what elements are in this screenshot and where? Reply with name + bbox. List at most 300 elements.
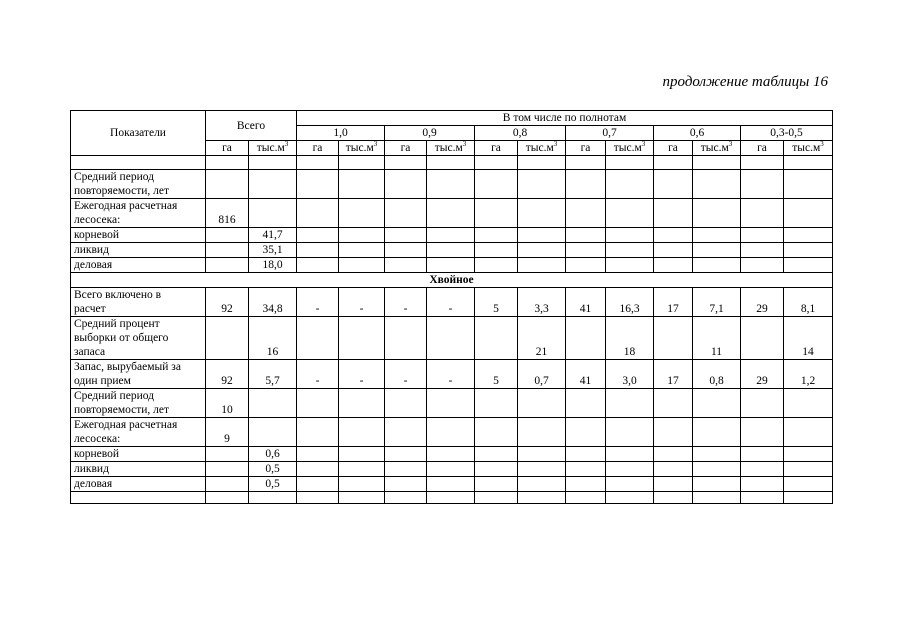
- table-cell: 0,7: [518, 360, 566, 389]
- table-cell: [475, 258, 518, 273]
- table-cell: 11: [693, 317, 741, 360]
- empty-cell: [71, 492, 206, 504]
- table-cell: [606, 447, 654, 462]
- table-cell: [297, 418, 339, 447]
- table-cell: [339, 243, 385, 258]
- table-cell: 35,1: [249, 243, 297, 258]
- table-cell: [427, 447, 475, 462]
- unit-volume: [784, 141, 833, 156]
- table-cell: -: [427, 288, 475, 317]
- table-cell: [385, 199, 427, 228]
- table-cell: [518, 243, 566, 258]
- header-indicator: Показатели: [71, 111, 206, 156]
- empty-cell: [741, 156, 784, 170]
- table-cell: [784, 447, 833, 462]
- table-cell: [475, 228, 518, 243]
- table-cell: [475, 447, 518, 462]
- empty-cell: [654, 156, 693, 170]
- table-cell: [606, 243, 654, 258]
- row-label: [71, 360, 206, 389]
- row-label-line: лесосека:: [74, 214, 121, 226]
- table-cell: 16,3: [606, 288, 654, 317]
- table-cell: [206, 258, 249, 273]
- table-cell: [606, 258, 654, 273]
- table-cell: [606, 477, 654, 492]
- table-row: [71, 447, 833, 462]
- row-label-line: Всего включено в: [74, 289, 162, 301]
- empty-cell: [606, 156, 654, 170]
- unit-ha: га: [566, 141, 606, 156]
- table-cell: 16: [249, 317, 297, 360]
- empty-cell: [566, 156, 606, 170]
- row-label: [71, 170, 206, 199]
- table-cell: [654, 243, 693, 258]
- table-cell: [693, 258, 741, 273]
- row-label-line: деловая: [74, 478, 113, 490]
- table-cell: [518, 447, 566, 462]
- row-label-line: лесосека:: [74, 433, 121, 445]
- spacer-row: [71, 492, 833, 504]
- table-cell: [297, 258, 339, 273]
- table-cell: [427, 243, 475, 258]
- table-cell: [693, 243, 741, 258]
- table-cell: [606, 199, 654, 228]
- table-row: [71, 389, 833, 418]
- table-cell: [606, 462, 654, 477]
- table-cell: [566, 170, 606, 199]
- unit-volume: [339, 141, 385, 156]
- table-caption: продолжение таблицы 16: [662, 74, 828, 90]
- table-cell: [784, 199, 833, 228]
- table-cell: [566, 462, 606, 477]
- row-label: [71, 288, 206, 317]
- row-label: [71, 462, 206, 477]
- table-row: [71, 243, 833, 258]
- table-cell: [518, 228, 566, 243]
- table-cell: [654, 418, 693, 447]
- table-cell: [475, 317, 518, 360]
- empty-cell: [784, 156, 833, 170]
- table-cell: [297, 462, 339, 477]
- table-row: [71, 418, 833, 447]
- header-density: 0,7: [566, 126, 654, 141]
- row-label-line: один прием: [74, 375, 131, 387]
- header-total: Всего: [206, 111, 297, 141]
- header-density: 0,3-0,5: [741, 126, 833, 141]
- table-cell: [475, 462, 518, 477]
- unit-ha: га: [741, 141, 784, 156]
- table-cell: 17: [654, 360, 693, 389]
- table-cell: 14: [784, 317, 833, 360]
- table-cell: [741, 477, 784, 492]
- row-label: [71, 477, 206, 492]
- table-cell: [741, 243, 784, 258]
- empty-cell: [71, 156, 206, 170]
- table-cell: [784, 170, 833, 199]
- table-cell: [654, 389, 693, 418]
- table-cell: [741, 228, 784, 243]
- table-cell: [784, 243, 833, 258]
- table-cell: [741, 199, 784, 228]
- table-cell: [606, 228, 654, 243]
- table-cell: [784, 477, 833, 492]
- table-cell: -: [385, 288, 427, 317]
- unit-volume-exponent: 3: [641, 140, 646, 149]
- unit-volume-exponent: 3: [284, 140, 289, 149]
- data-table: [70, 110, 833, 504]
- table-cell: [385, 258, 427, 273]
- unit-volume-exponent: 3: [373, 140, 378, 149]
- table-cell: [566, 477, 606, 492]
- table-cell: [297, 243, 339, 258]
- unit-volume-text: тыс.м: [700, 142, 729, 154]
- table-cell: [249, 389, 297, 418]
- table-cell: [566, 243, 606, 258]
- table-cell: [339, 228, 385, 243]
- empty-cell: [475, 492, 518, 504]
- empty-cell: [249, 492, 297, 504]
- table-cell: [475, 170, 518, 199]
- header-density: 0,8: [475, 126, 566, 141]
- unit-volume: [693, 141, 741, 156]
- table-cell: 1,2: [784, 360, 833, 389]
- unit-volume-text: тыс.м: [525, 142, 554, 154]
- table-cell: -: [297, 360, 339, 389]
- empty-cell: [249, 156, 297, 170]
- table-cell: 5,7: [249, 360, 297, 389]
- table-header: [71, 111, 833, 156]
- section-title: Хвойное: [71, 273, 833, 288]
- table-cell: [693, 447, 741, 462]
- table-row: [71, 360, 833, 389]
- table-cell: [475, 199, 518, 228]
- unit-volume-exponent: 3: [553, 140, 558, 149]
- table-cell: 7,1: [693, 288, 741, 317]
- table-cell: [654, 477, 693, 492]
- table-cell: [385, 170, 427, 199]
- row-label-line: Средний процент: [74, 318, 160, 330]
- unit-volume: [427, 141, 475, 156]
- unit-volume-text: тыс.м: [792, 142, 821, 154]
- table-cell: [297, 389, 339, 418]
- row-label: [71, 243, 206, 258]
- table-cell: [385, 317, 427, 360]
- table-cell: [518, 462, 566, 477]
- unit-ha: га: [654, 141, 693, 156]
- table-cell: [427, 389, 475, 418]
- row-label-line: Средний период: [74, 171, 154, 183]
- table-cell: [566, 317, 606, 360]
- table-cell: [427, 228, 475, 243]
- table-cell: [693, 418, 741, 447]
- table-row: [71, 288, 833, 317]
- table-cell: -: [297, 288, 339, 317]
- table-cell: [741, 317, 784, 360]
- table-cell: [385, 462, 427, 477]
- table-cell: [693, 199, 741, 228]
- table-cell: [206, 477, 249, 492]
- table-cell: [741, 447, 784, 462]
- table-cell: [385, 447, 427, 462]
- table-cell: 92: [206, 360, 249, 389]
- row-label-line: корневой: [74, 229, 120, 241]
- table-cell: [741, 389, 784, 418]
- table-row: [71, 199, 833, 228]
- table-cell: [693, 389, 741, 418]
- unit-ha: га: [385, 141, 427, 156]
- table-cell: [784, 462, 833, 477]
- table-cell: [427, 462, 475, 477]
- table-cell: [427, 317, 475, 360]
- row-label-line: ликвид: [74, 244, 109, 256]
- empty-cell: [427, 156, 475, 170]
- table-cell: [297, 199, 339, 228]
- row-label-line: корневой: [74, 448, 120, 460]
- unit-volume: [518, 141, 566, 156]
- table-cell: [339, 462, 385, 477]
- table-cell: [784, 418, 833, 447]
- row-label: [71, 258, 206, 273]
- table-cell: [654, 199, 693, 228]
- unit-ha: га: [475, 141, 518, 156]
- table-cell: -: [339, 360, 385, 389]
- table-cell: [654, 228, 693, 243]
- table-cell: 3,0: [606, 360, 654, 389]
- table-cell: [606, 389, 654, 418]
- empty-cell: [339, 156, 385, 170]
- table-cell: [206, 170, 249, 199]
- table-cell: [566, 389, 606, 418]
- table-cell: 41: [566, 288, 606, 317]
- table-cell: [475, 418, 518, 447]
- table-cell: [249, 418, 297, 447]
- unit-volume-exponent: 3: [820, 140, 824, 149]
- table-cell: [566, 228, 606, 243]
- spacer-row: [71, 156, 833, 170]
- empty-cell: [297, 156, 339, 170]
- table-cell: 34,8: [249, 288, 297, 317]
- table-cell: [427, 170, 475, 199]
- table-body: [71, 156, 833, 504]
- unit-volume-text: тыс.м: [345, 142, 374, 154]
- table-cell: [654, 317, 693, 360]
- empty-cell: [475, 156, 518, 170]
- row-label: [71, 317, 206, 360]
- table-cell: 92: [206, 288, 249, 317]
- table-cell: 9: [206, 418, 249, 447]
- table-cell: [654, 462, 693, 477]
- table-cell: [339, 389, 385, 418]
- table-cell: [339, 418, 385, 447]
- table-cell: [339, 258, 385, 273]
- table-cell: 0,5: [249, 462, 297, 477]
- row-label: [71, 447, 206, 462]
- table-cell: [339, 199, 385, 228]
- table-cell: [385, 418, 427, 447]
- row-label-line: Запас, вырубаемый за: [74, 361, 181, 373]
- empty-cell: [741, 492, 784, 504]
- header-density: 0,6: [654, 126, 741, 141]
- table-cell: 0,6: [249, 447, 297, 462]
- table-row: [71, 258, 833, 273]
- row-label: [71, 389, 206, 418]
- table-cell: -: [339, 288, 385, 317]
- table-cell: [249, 170, 297, 199]
- unit-volume: [606, 141, 654, 156]
- row-label: [71, 199, 206, 228]
- table-cell: [693, 477, 741, 492]
- table-cell: [518, 418, 566, 447]
- table-cell: [741, 170, 784, 199]
- table-cell: [206, 317, 249, 360]
- empty-cell: [566, 492, 606, 504]
- table-cell: 8,1: [784, 288, 833, 317]
- table-cell: [566, 447, 606, 462]
- table-cell: [475, 477, 518, 492]
- row-label-line: выборки от общего: [74, 332, 169, 344]
- unit-ha: га: [297, 141, 339, 156]
- unit-volume-text: тыс.м: [434, 142, 463, 154]
- table-cell: [518, 389, 566, 418]
- empty-cell: [518, 492, 566, 504]
- empty-cell: [297, 492, 339, 504]
- table-cell: 816: [206, 199, 249, 228]
- table-cell: [518, 477, 566, 492]
- table-cell: 41: [566, 360, 606, 389]
- table-cell: [518, 170, 566, 199]
- row-label-line: запаса: [74, 346, 106, 358]
- empty-cell: [385, 156, 427, 170]
- table-cell: [385, 228, 427, 243]
- table-cell: [654, 258, 693, 273]
- row-label-line: расчет: [74, 303, 106, 315]
- row-label-line: ликвид: [74, 463, 109, 475]
- table-cell: [566, 199, 606, 228]
- row-label-line: Средний период: [74, 390, 154, 402]
- empty-cell: [784, 492, 833, 504]
- header-density: 1,0: [297, 126, 385, 141]
- row-label: [71, 418, 206, 447]
- table-cell: [297, 317, 339, 360]
- row-label-line: деловая: [74, 259, 113, 271]
- empty-cell: [206, 492, 249, 504]
- table-cell: [339, 317, 385, 360]
- unit-volume-exponent: 3: [728, 140, 733, 149]
- table-cell: [339, 447, 385, 462]
- unit-volume-exponent: 3: [462, 140, 467, 149]
- table-cell: [606, 170, 654, 199]
- table-cell: [475, 243, 518, 258]
- table-cell: -: [427, 360, 475, 389]
- table-cell: 41,7: [249, 228, 297, 243]
- table-cell: [297, 447, 339, 462]
- header-including: В том числе по полнотам: [297, 111, 833, 126]
- table-cell: -: [385, 360, 427, 389]
- table-row: [71, 462, 833, 477]
- table-row: [71, 228, 833, 243]
- table-cell: [741, 418, 784, 447]
- table-cell: 29: [741, 288, 784, 317]
- row-label-line: повторяемости, лет: [74, 185, 170, 197]
- table-cell: [427, 258, 475, 273]
- table-cell: [741, 462, 784, 477]
- table-cell: 3,3: [518, 288, 566, 317]
- table-cell: [475, 389, 518, 418]
- table-cell: 29: [741, 360, 784, 389]
- table-cell: 17: [654, 288, 693, 317]
- table-cell: 18,0: [249, 258, 297, 273]
- table-cell: [427, 199, 475, 228]
- table-cell: [606, 418, 654, 447]
- table-cell: [566, 418, 606, 447]
- empty-cell: [206, 156, 249, 170]
- table-cell: [206, 228, 249, 243]
- row-label-line: Ежегодная расчетная: [74, 200, 178, 212]
- row-label-line: повторяемости, лет: [74, 404, 170, 416]
- table-cell: 10: [206, 389, 249, 418]
- table-cell: [518, 258, 566, 273]
- table-cell: 0,8: [693, 360, 741, 389]
- table-row: [71, 317, 833, 360]
- table-cell: [385, 389, 427, 418]
- table-cell: [784, 258, 833, 273]
- table-cell: 0,5: [249, 477, 297, 492]
- table-cell: [693, 170, 741, 199]
- table-cell: [206, 462, 249, 477]
- table-cell: [693, 462, 741, 477]
- section-row: [71, 273, 833, 288]
- row-label-line: Ежегодная расчетная: [74, 419, 178, 431]
- table-cell: 21: [518, 317, 566, 360]
- unit-volume-text: тыс.м: [613, 142, 642, 154]
- table-cell: 5: [475, 288, 518, 317]
- empty-cell: [427, 492, 475, 504]
- table-cell: 5: [475, 360, 518, 389]
- table-cell: [385, 243, 427, 258]
- table-cell: [206, 243, 249, 258]
- table-cell: [427, 418, 475, 447]
- row-label: [71, 228, 206, 243]
- empty-cell: [339, 492, 385, 504]
- table-cell: [518, 199, 566, 228]
- table-cell: [654, 170, 693, 199]
- unit-volume-text: тыс.м: [256, 142, 285, 154]
- table-cell: [339, 170, 385, 199]
- table-cell: [297, 228, 339, 243]
- empty-cell: [518, 156, 566, 170]
- header-density: 0,9: [385, 126, 475, 141]
- table-cell: [297, 477, 339, 492]
- empty-cell: [654, 492, 693, 504]
- table-cell: [741, 258, 784, 273]
- table-cell: [566, 258, 606, 273]
- table-cell: [427, 477, 475, 492]
- unit-ha: га: [206, 141, 249, 156]
- table-cell: 18: [606, 317, 654, 360]
- table-cell: [297, 170, 339, 199]
- table-cell: [784, 389, 833, 418]
- empty-cell: [385, 492, 427, 504]
- empty-cell: [693, 156, 741, 170]
- empty-cell: [606, 492, 654, 504]
- table-cell: [206, 447, 249, 462]
- table-cell: [339, 477, 385, 492]
- table-cell: [784, 228, 833, 243]
- empty-cell: [693, 492, 741, 504]
- table-cell: [249, 199, 297, 228]
- table-cell: [654, 447, 693, 462]
- unit-volume: [249, 141, 297, 156]
